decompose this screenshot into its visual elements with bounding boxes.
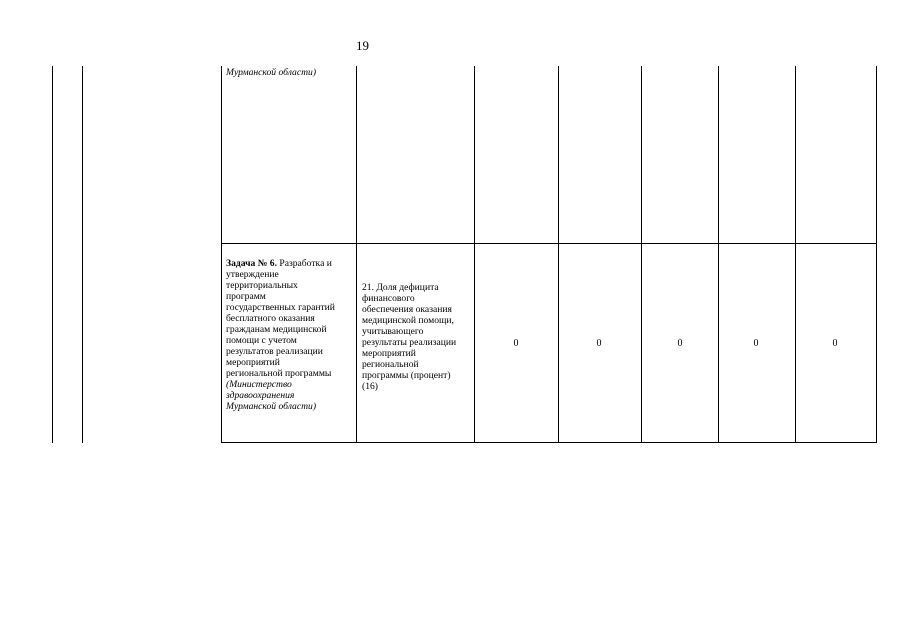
table-row-divider <box>221 243 877 244</box>
table-border-left-outer <box>52 66 53 443</box>
value-cell-1: 0 <box>513 338 519 349</box>
table-col-divider-5 <box>795 66 796 443</box>
task-6-description: Разработка и утверждение территориальных программ государственных гарантий бесплатного оказания гражданам медицинской помощи с учетом результатов реализации мероприятий региональной программы <box>226 258 335 379</box>
value-cell-4: 0 <box>753 338 759 349</box>
table-border-left-inner <box>82 66 83 443</box>
value-cell-3: 0 <box>677 338 683 349</box>
indicator-21-cell: 21. Доля дефицита финансового обеспечения оказания медицинской помощи, учитывающего результаты реализации мероприятий региональной программы (процент) (16) <box>362 282 457 392</box>
value-cell-5: 0 <box>832 338 838 349</box>
page-number: 19 <box>356 38 369 53</box>
table-col-divider-4 <box>718 66 719 443</box>
task-6-heading: Задача № 6. <box>226 258 277 269</box>
table-border-right <box>876 66 877 443</box>
table-col-divider-task <box>221 66 222 443</box>
table-col-divider-2 <box>558 66 559 443</box>
task-6-ministry: (Министерство здравоохранения Мурманской области) <box>226 379 317 412</box>
table-col-divider-1 <box>474 66 475 443</box>
table-col-divider-indicator <box>356 66 357 443</box>
table-border-bottom <box>221 442 877 443</box>
value-cell-2: 0 <box>596 338 602 349</box>
task-cell-continuation: Мурманской области) <box>226 67 317 78</box>
task-6-cell <box>226 258 354 412</box>
table-col-divider-3 <box>641 66 642 443</box>
